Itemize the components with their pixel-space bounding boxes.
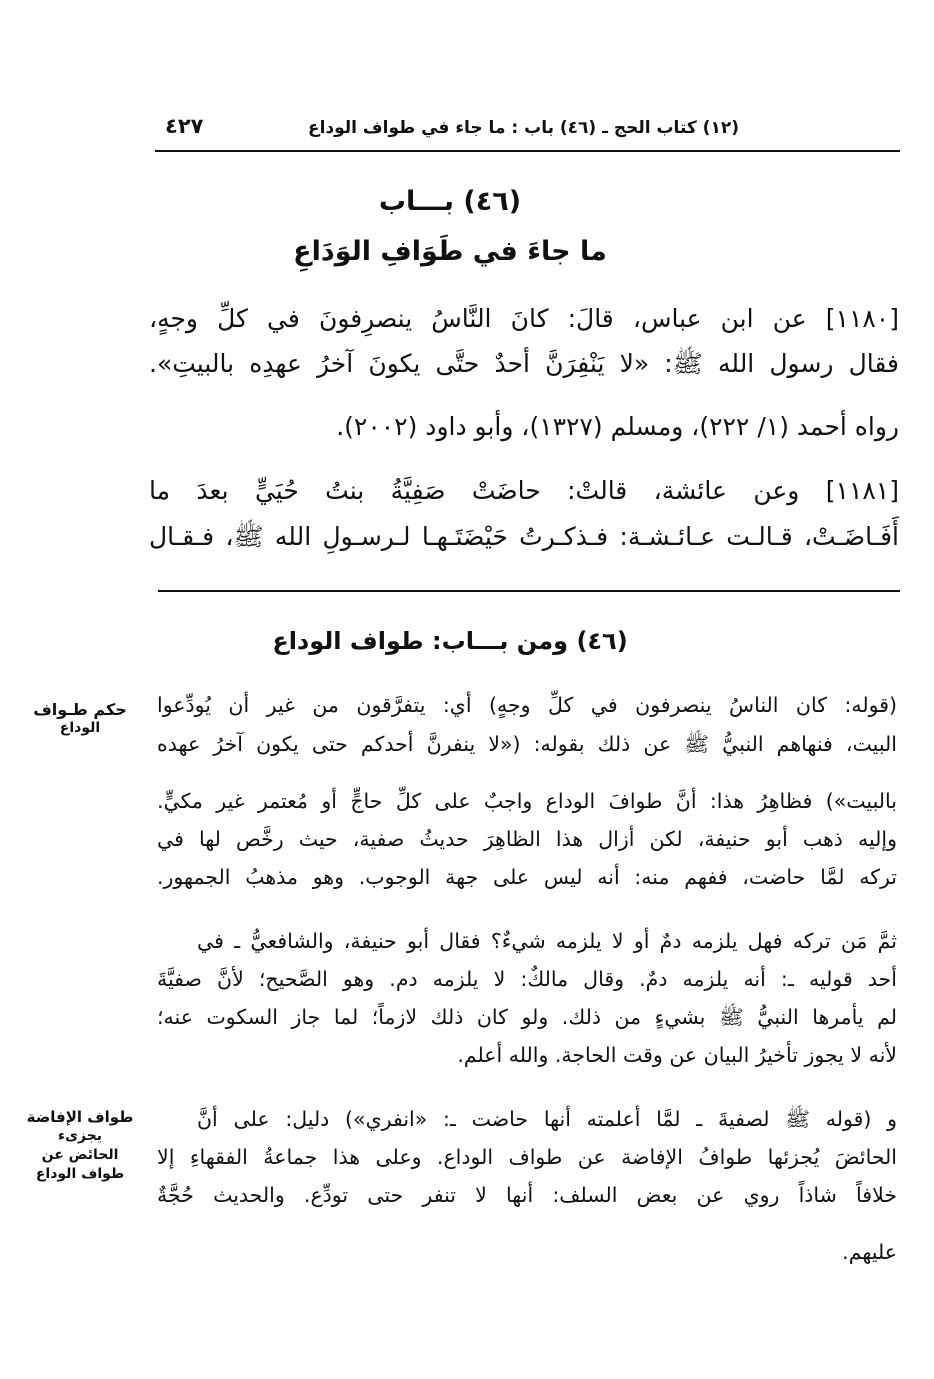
- section-divider: [158, 590, 900, 592]
- commentary-line: لأنه لا يجوز تأخيرُ البيان عن وقت الحاجة. والله أعلم.: [457, 1043, 897, 1067]
- hadith-line: [١١٨٠] عن ابن عباس، قالَ: كانَ النَّاسُ ينصرِفونَ في كلِّ وجهٍ،: [149, 304, 899, 333]
- margin-note-line: حكم طـواف: [33, 700, 127, 719]
- commentary-line: الحائضَ يُجزئها طوافُ الإفاضة عن طواف الوداع. وعلى هذا جماعةُ الفقهاءِ إلا: [157, 1145, 897, 1169]
- hadith-citation: رواه أحمد (١/ ٢٢٢)، ومسلم (١٣٢٧)، وأبو داود (٢٠٠٢).: [336, 412, 899, 441]
- commentary-heading: (٤٦) ومن بـــاب: طواف الوداع: [272, 627, 628, 655]
- margin-note: [18, 1108, 142, 1184]
- hadith-line: فقال رسول الله ﷺ: «لا يَنْفِرَنَّ أحدٌ حتَّى يكونَ آخرُ عهدِه بالبيتِ».: [149, 349, 899, 378]
- hadith-line: أَفَـاضَـتْ، قـالـت عـائـشـة: فـذكـرتُ حَيْضَتَـهـا لـرسـولِ الله ﷺ، فـقـال: [149, 522, 899, 551]
- commentary-line: أحد قوليه ـ: أنه يلزمه دمٌ. وقال مالكٌ: لا يلزمه دم. وهو الصَّحيح؛ لأنَّ صفيَّةَ: [157, 967, 897, 991]
- margin-note-line: طواف الإفاضة: [26, 1108, 134, 1126]
- commentary-line: (قوله: كان الناسُ ينصرفون في كلِّ وجهٍ) أي: يتفرَّقون من غير أن يُودِّعوا: [157, 693, 897, 717]
- running-header-title: (١٢) كتاب الحج ـ (٤٦) باب : ما جاء في طواف الوداع: [307, 118, 739, 138]
- commentary-line: و (قوله ﷺ لصفيةَ ـ لمَّا أعلمته أنها حاضت ـ: «انفري») دليل: على أنَّ: [197, 1107, 897, 1131]
- chapter-title: ما جاءَ في طَوَافِ الوَدَاعِ: [293, 236, 607, 267]
- commentary-line: عليهم.: [842, 1240, 897, 1264]
- commentary-line: بالبيت») فظاهِرُ هذا: أنَّ طوافَ الوداع واجبٌ على كلِّ حاجٍّ أو مُعتمر غير مكيٍّ.: [157, 789, 897, 813]
- margin-note: [18, 700, 142, 738]
- page-number: ٤٢٧: [165, 114, 204, 138]
- commentary-line: وإليه ذهب أبو حنيفة، لكن أزال هذا الظاهِرَ حديثُ صفية، حيث رخَّص لها في: [157, 827, 897, 851]
- margin-note-line: طواف الوداع: [35, 1166, 125, 1182]
- header-rule: [155, 150, 900, 152]
- commentary-line: خلافاً شاذاً روي عن بعض السلف: أنها لا تنفر حتى تودِّع. والحديث حُجَّةٌ: [157, 1183, 897, 1207]
- margin-note-line: الحائض عن: [41, 1147, 119, 1163]
- commentary-line: البيت، فنهاهم النبيُّ ﷺ عن ذلك بقوله: («لا ينفرنَّ أحدكم حتى يكون آخرُ عهده: [157, 732, 897, 756]
- margin-note-line: يجزىء: [57, 1128, 103, 1144]
- margin-note-line: الوداع: [59, 720, 101, 736]
- chapter-number: (٤٦) بـــاب: [378, 186, 522, 217]
- hadith-line: [١١٨١] وعن عائشة، قالتْ: حاضَتْ صَفِيَّةُ بنتُ حُيَيٍّ بعدَ ما: [149, 476, 899, 505]
- commentary-line: تركه لمَّا حاضت، ففهم منه: أنه ليس على جهة الوجوب. وهو مذهبُ الجمهور.: [157, 865, 897, 889]
- commentary-line: ثمَّ مَن تركه فهل يلزمه دمٌ أو لا يلزمه شيءٌ؟ فقال أبو حنيفة، والشافعيُّ ـ في: [197, 929, 897, 953]
- commentary-line: لم يأمرها النبيُّ ﷺ بشيءٍ من ذلك. ولو كان ذلك لازماً؛ لما جاز السكوت عنه؛: [157, 1005, 897, 1029]
